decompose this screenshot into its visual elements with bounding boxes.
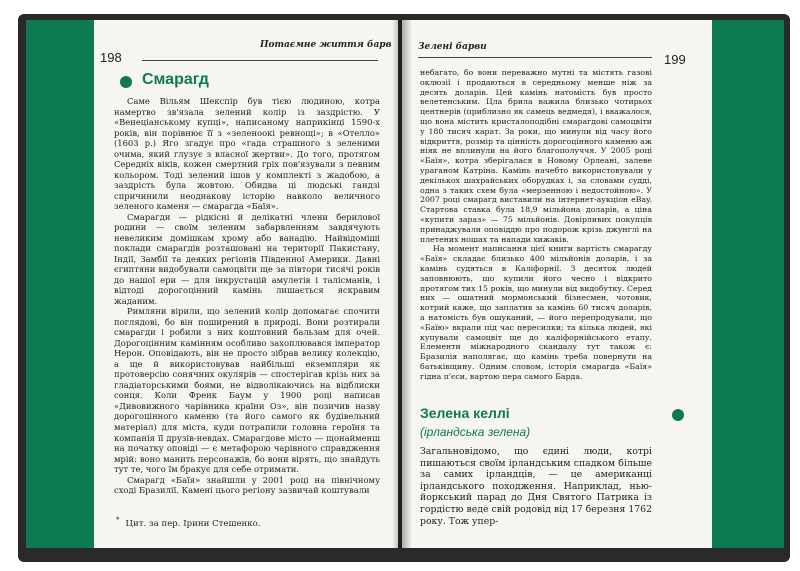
section-heading-kelli: Зелена келлі [420,405,510,421]
left-paragraph-2: Смарагди — рідкісні й делікатні члени берилової родини — своїм зеленим забарвленням завдячують невеликим домішкам хрому або ванадію. Найвідоміші поклади смарагдів розташовані на території Пакистану, Індії, Замбії та деяких регіонів Південної Америки. Давні єгиптяни видобували самоцвіти ще за півтори тисячі років до нашої ери — для інкрустацій амулетів і талісманів, і відтоді дорогоцінний камінь лишається яскравим жаданим. [114,211,380,306]
footnote-text: Цит. за пер. Ірини Стешенко. [125,518,261,529]
right-body-text-bottom [420,446,652,527]
section-bullet-icon [672,409,684,421]
section-bullet-icon [120,76,132,88]
right-paragraph-2: На момент написання цієї книги вартість смарагду «Баїя» складає близько 400 мільйонів доларів, і за камінь судяться в Каліфорнії. З десяток людей заповнюють, що купили його чесно і відкрито протягом тих 15 років, що минули від видобутку. Серед них — ошатний мормонський бізнесмен, чотовик, котрий каже, що заплатив за камінь 60 тисяч доларів, а натомість був ошуканий, — його перепродували, що «Баїю» вкрали під час пересилки; та кілька людей, які купували самоцвіт ще до каліфорнійського етапу. Елементи міжнародного скандалу тут також є: Бразилія наполягає, що камінь треба повернути на батьківщину. Одним словом, історія смарагда «Баїя» гідна п'єси, вартою пера самого Барда. [420,244,652,381]
left-page-number: 198 [100,50,122,65]
left-body-text [114,96,380,496]
right-running-head: Зелені барви [418,42,487,52]
right-paragraph-1: небагато, бо вони переважно мутні та містять газові оклюзії і продаються в середньому менше ніж за десять доларів. Цей камінь натомість був просто велетенським. Цла брила важила близько чотирьох центнерів (приблизно як самець ведмедя), і вважалося, що вона містить кристалоподібні смарагдові самоцвіти у 180 тисяч карат. За роки, що минули від часу його відкриття, розмір та цінність дорогоцінного каменю аж ніяк не вплинули на його благополуччя. У 2005 році «Баїя», котра зберігалася в Новому Орлеані, залеве ураганом Катріна. Камінь начебто використовували у декількох шахрайських оборудках і, за словами судді, одна з таких схем була «мерзенною і недостойною». У 2007 році смарагд виставили на інтернет-аукціон eBay. Стартова ставка була 18,9 мільйона доларів, а ціна «купити зараз» — 75 мільйонів. Довірливих покупців принаджували оповіддю про подорож крізь джунглі на плетених ношах та напади хижаків. [420,68,652,244]
right-green-margin-band [712,20,784,548]
left-paragraph-1: Саме Вільям Шекспір був тією людиною, котра намертво зв'язала зелений колір із заздрістю. У «Венеціанському купці», написаному наприкінці 1590-х років, він порівнює її з «зеленоокі ревнощі»; в «Отелло» (1603 р.) Яго згадує про «гада страшного з зеленими очима, який глузує з власної жертви». До того, протягом Середніх віків, кожен смертний гріх пов'язували з певним кольором. Тоді зелений ішов у комплекті з жадобою, а заздрість була жовтою. Обидва ці людські гандзі спричинили неоднакову історію навколо величного зеленого каменя — смарагда «Баїя». [114,96,380,212]
left-running-head: Потаємне життя барв [260,40,392,50]
left-header-rule [142,60,378,61]
left-paragraph-4: Смарагд «Баїя» знайшли у 2001 році на північному сході Бразилії. Камені цього регіону зазвичай коштували [114,474,380,496]
right-paragraph-3: Загальновідомо, що єдині люди, котрі пишаються своїм ірландським спадком більше за самих ірландців, — це американці ірландського походження. Наприклад, нью-йоркський парад до Дня Святого Патрика із гордістю веде свій родовід від 17 березня 1762 року. Тож упер- [420,446,652,527]
book-gutter [392,20,412,548]
footnote [116,516,378,529]
left-paragraph-3: Римляни вірили, що зелений колір допомагає спочити поглядові, бо він поширений в природі. Вони розтирали смарагди і робили з них коштовний бальзам для очей. Дорогоцінним камінням особливо захоплювався імператор Нерон. Оповідають, він не просто зібрав велику колекцію, а ще й використовував найбільші екземпляри як протоверсію сонячних окулярів — спостерігав крізь них за гладіаторськими боями, не відволікаючись на відблиски сонця. Коли Френк Баум у 1900 році написав «Дивовижного чарівника країни Оз», він позичив назву дорогоцінного каменю (та його самого як будівельний матеріал) для міста, куди потрапили головна героїня та компанія її друзів-невдах. Смарагдове місто — щонайменш на початку оповіді — є метафорою чарівного справдження мрій: воно манить персонажів, бо вони вірять, що знайдуть тут те, чого їм бракує для себе отримати. [114,306,380,475]
footnote-mark: * [116,516,120,524]
right-page-number: 199 [664,52,686,67]
section-subheading-kelli: (ірландська зелена) [420,425,531,439]
right-header-rule [418,57,652,58]
right-body-text [420,68,652,382]
left-green-margin-band [26,20,94,548]
section-heading-smaragd: Смарагд [142,71,209,88]
